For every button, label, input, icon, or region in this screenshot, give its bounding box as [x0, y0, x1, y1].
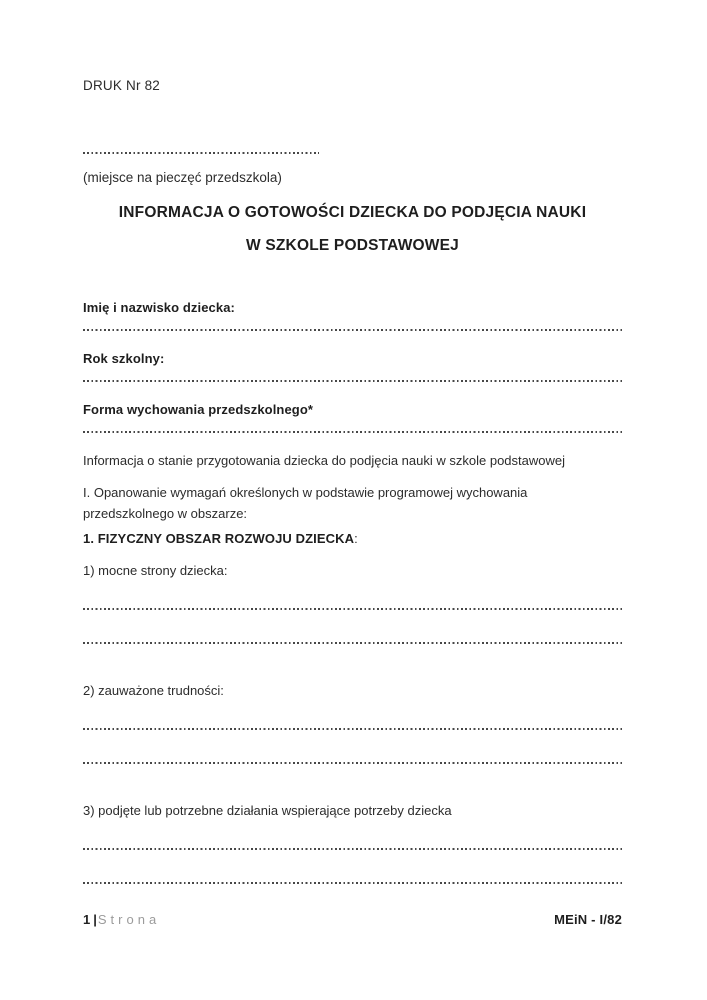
- title-line-1: INFORMACJA O GOTOWOŚCI DZIECKA DO PODJĘCIA NAUKI: [118, 204, 587, 221]
- fill-line: [83, 882, 622, 884]
- form-number: DRUK Nr 82: [83, 78, 161, 93]
- field-label-school-year: Rok szkolny:: [83, 351, 165, 366]
- page-separator: |: [93, 912, 97, 927]
- section-heading: I. Opanowanie wymagań określonych w podstawie programowej wychowania przedszkolnego w obszarze:: [83, 485, 528, 521]
- footer-page-indicator: [83, 912, 160, 927]
- intro-text: Informacja o stanie przygotowania dziecka do podjęcia nauki w szkole podstawowej: [83, 453, 565, 468]
- subsection-label-support-actions: 3) podjęte lub potrzebne działania wspierające potrzeby dziecka: [83, 803, 452, 818]
- subsection-label-strengths: 1) mocne strony dziecka:: [83, 563, 228, 578]
- area-heading: [83, 531, 622, 546]
- subsection-difficulties: [83, 683, 622, 764]
- field-label-education-form: Forma wychowania przedszkolnego*: [83, 402, 314, 417]
- title-line-2: W SZKOLE PODSTAWOWEJ: [246, 237, 459, 254]
- field-school-year: [83, 351, 622, 382]
- page-footer: [83, 912, 622, 927]
- subsection-label-difficulties: 2) zauważone trudności:: [83, 683, 224, 698]
- fill-line: [83, 848, 622, 850]
- stamp-caption: (miejsce na pieczęć przedszkola): [83, 170, 282, 185]
- fill-line-child-name: [83, 329, 622, 331]
- area-heading-colon: :: [354, 531, 358, 546]
- page-word: Strona: [97, 912, 161, 927]
- subsection-strengths: [83, 563, 622, 644]
- subsection-support-actions: [83, 803, 622, 884]
- document-title: [83, 203, 622, 255]
- field-education-form: [83, 402, 622, 433]
- doc-code: MEiN - I/82: [554, 912, 622, 927]
- fields-section: [83, 300, 622, 433]
- field-child-name: [83, 300, 622, 331]
- fill-line-education-form: [83, 431, 622, 433]
- fill-line-school-year: [83, 380, 622, 382]
- fill-line: [83, 728, 622, 730]
- fill-line: [83, 642, 622, 644]
- stamp-fill-line: [83, 152, 319, 154]
- fill-line: [83, 608, 622, 610]
- area-heading-text: 1. FIZYCZNY OBSZAR ROZWOJU DZIECKA: [83, 531, 355, 546]
- field-label-child-name: Imię i nazwisko dziecka:: [83, 300, 235, 315]
- fill-line: [83, 762, 622, 764]
- page-number: 1: [83, 912, 91, 927]
